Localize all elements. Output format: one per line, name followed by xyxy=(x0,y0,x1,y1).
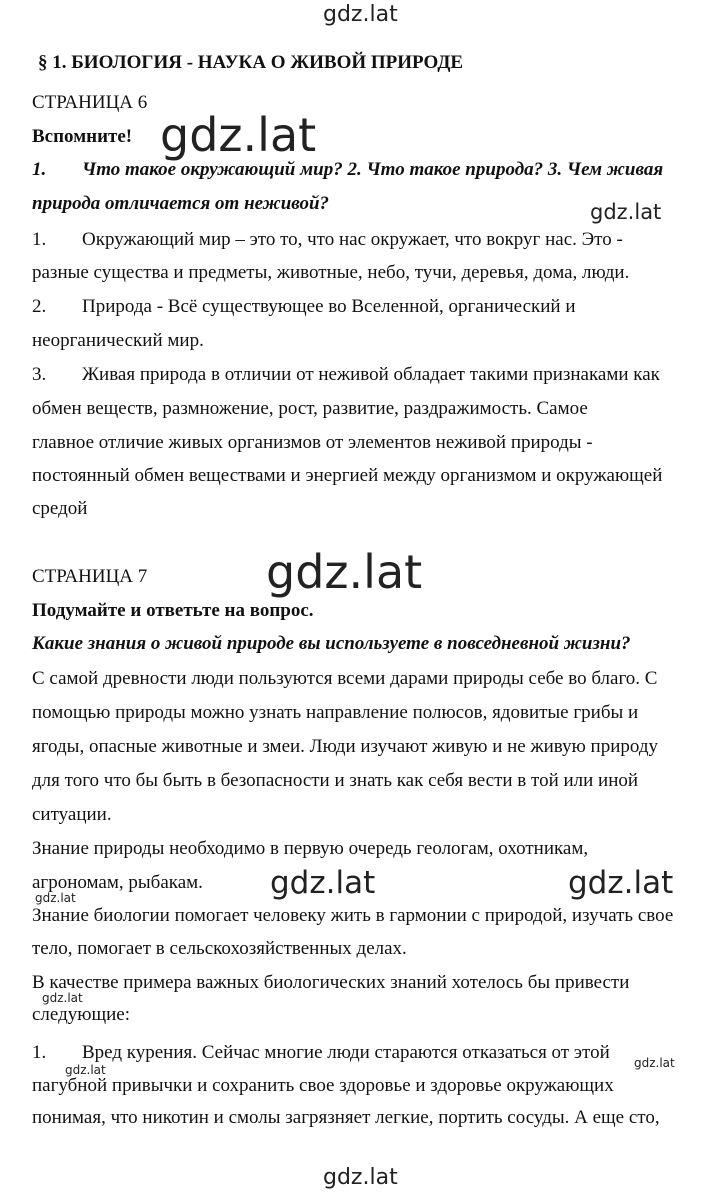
answer-line xyxy=(32,363,660,387)
paragraph-line: В качестве примера важных биологических знаний хотелось бы привести xyxy=(32,972,630,993)
answer-text: Живая природа в отличии от неживой обладает такими признаками как xyxy=(82,364,660,385)
remember-heading: Вспомните! xyxy=(32,126,133,147)
answer-line: разные существа и предметы, животные, небо, тучи, деревья, дома, люди. xyxy=(32,262,630,283)
paragraph-line: пагубной привычки и сохранить свое здоровье и здоровье окружающих xyxy=(32,1075,614,1096)
answer-line xyxy=(32,228,623,252)
watermark-bottom: gdz.lat xyxy=(323,1165,398,1190)
watermark-small: gdz.lat xyxy=(634,1056,675,1070)
watermark-large: gdz.lat xyxy=(160,108,317,162)
list-item xyxy=(32,1041,610,1065)
question-text: Какие знания о живой природе вы используете в повседневной жизни? xyxy=(32,633,631,654)
paragraph-line: Знание природы необходимо в первую очередь геологам, охотникам, xyxy=(32,838,589,859)
answer-line: главное отличие живых организмов от элементов неживой природы - xyxy=(32,432,593,453)
answer-line: постоянный обмен веществами и энергией между организмом и окружающей xyxy=(32,465,663,486)
answer-line: обмен веществ, размножение, рост, развитие, раздражимость. Самое xyxy=(32,398,588,419)
question-number: 1. xyxy=(32,159,47,180)
paragraph-line: для того что бы быть в безопасности и знать как себя вести в той или иной xyxy=(32,770,639,791)
paragraph-line: агрономам, рыбакам. xyxy=(32,872,203,893)
paragraph-line: тело, помогает в сельскохозяйственных делах. xyxy=(32,938,407,959)
watermark-large-center: gdz.lat xyxy=(266,545,423,599)
answer-number: 1. xyxy=(32,229,47,250)
watermark-small: gdz.lat xyxy=(35,891,76,905)
list-text: Вред курения. Сейчас многие люди стараются отказаться от этой xyxy=(82,1042,610,1063)
think-heading: Подумайте и ответьте на вопрос. xyxy=(32,600,314,621)
answer-line: средой xyxy=(32,498,88,519)
watermark-top: gdz.lat xyxy=(323,2,398,27)
answer-line: неорганический мир. xyxy=(32,330,204,351)
question-line: природа отличается от неживой? xyxy=(32,193,330,214)
paragraph-line: ягоды, опасные животные и змеи. Люди изучают живую и не живую природу xyxy=(32,736,658,757)
paragraph-line: понимая, что никотин и смолы загрязняет легкие, портить сосуды. А еще сто, xyxy=(32,1107,660,1128)
watermark-mid-left: gdz.lat xyxy=(270,865,376,901)
watermark-small: gdz.lat xyxy=(42,991,83,1005)
list-number: 1. xyxy=(32,1042,47,1063)
answer-line xyxy=(32,295,576,319)
page-label: СТРАНИЦА 6 xyxy=(32,92,148,113)
paragraph-line: Знание биологии помогает человеку жить в гармонии с природой, изучать свое xyxy=(32,905,674,926)
question-line xyxy=(32,158,663,182)
answer-text: Окружающий мир – это то, что нас окружает, что вокруг нас. Это - xyxy=(82,229,623,250)
paragraph-line: ситуации. xyxy=(32,804,112,825)
answer-number: 3. xyxy=(32,364,47,385)
answer-text: Природа - Всё существующее во Вселенной, органический и xyxy=(82,296,576,317)
page-label: СТРАНИЦА 7 xyxy=(32,566,148,587)
answer-number: 2. xyxy=(32,296,47,317)
paragraph-line: следующие: xyxy=(32,1004,130,1025)
section-title: § 1. БИОЛОГИЯ - НАУКА О ЖИВОЙ ПРИРОДЕ xyxy=(38,52,464,73)
watermark-right: gdz.lat xyxy=(590,200,662,224)
paragraph-line: С самой древности люди пользуются всеми дарами природы себе во благо. С xyxy=(32,668,658,689)
watermark-small: gdz.lat xyxy=(65,1063,106,1077)
question-text: Что такое окружающий мир? 2. Что такое природа? 3. Чем живая xyxy=(82,159,664,180)
watermark-mid-right: gdz.lat xyxy=(568,865,674,901)
paragraph-line: помощью природы можно узнать направление полюсов, ядовитые грибы и xyxy=(32,702,639,723)
